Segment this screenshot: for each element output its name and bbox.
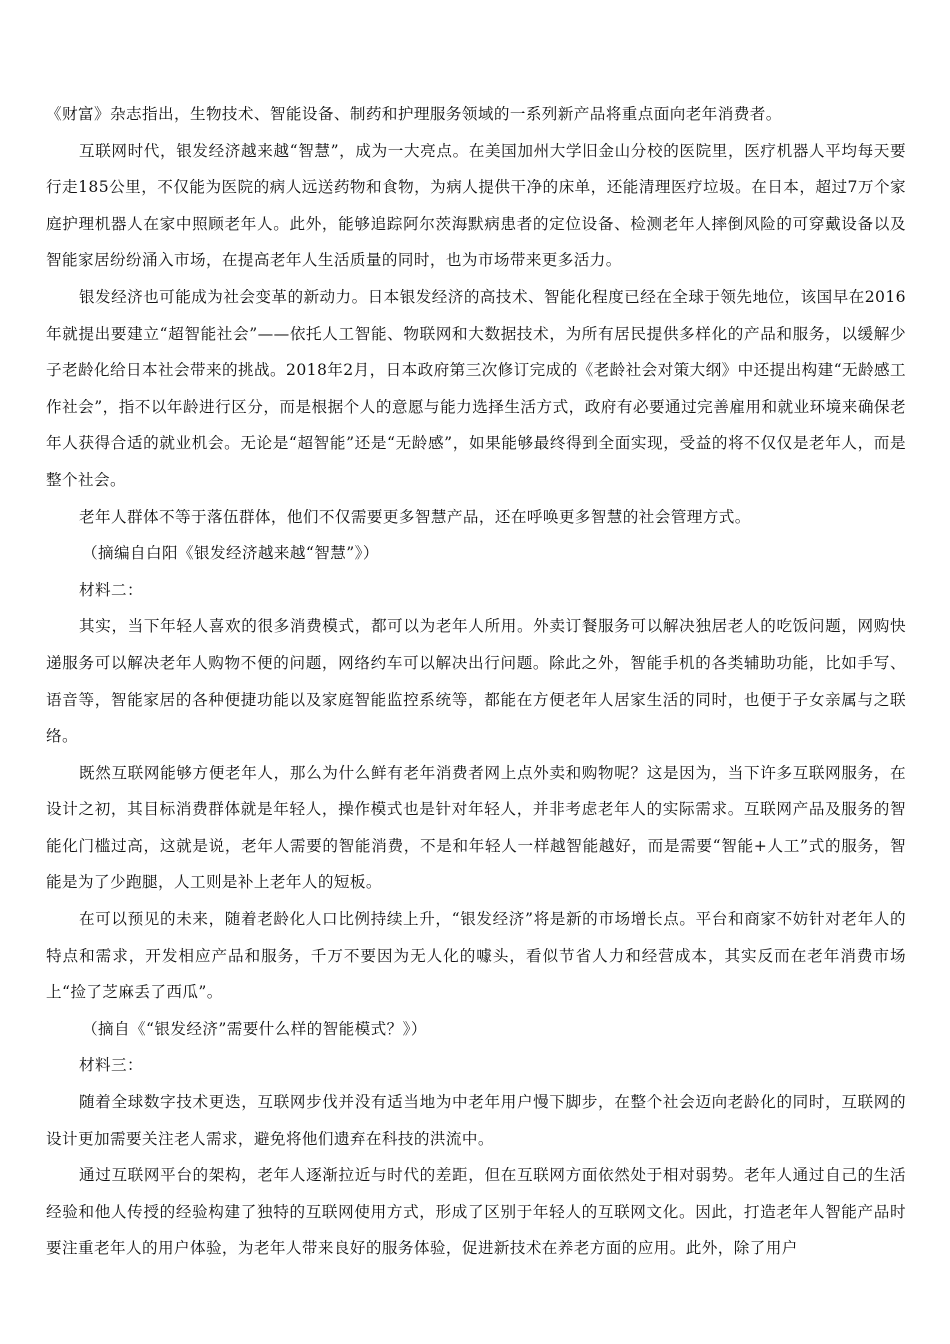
paragraph-social-change: 银发经济也可能成为社会变革的新动力。日本银发经济的高技术、智能化程度已经在全球于领先地位，该国早在2016年就提出要建立“超智能社会”——依托人工智能、物联网和大数据技术，为所有居民提供多样化的产品和服务，以缓解少子老龄化给日本社会带来的挑战。2018年2月，日本政府第三次修订完成的《老龄社会对策大纲》中还提出构建“无龄感工作社会”，指不以年龄进行区分，而是根据个人的意愿与能力选择生活方式，政府有必要通过完善雇用和就业环境来确保老年人获得合适的就业机会。无论是“超智能”还是“无龄感”，如果能够最终得到全面实现，受益的将不仅仅是老年人，而是整个社会。 bbox=[46, 287, 906, 489]
paragraph-digital-technology: 随着全球数字技术更迭，互联网步伐并没有适当地为中老年用户慢下脚步，在整个社会迈向老龄化的同时，互联网的设计更加需要关注老人需求，避免将他们遗弃在科技的洪流中。 bbox=[46, 1093, 906, 1148]
material-three-heading: 材料三： bbox=[79, 1056, 143, 1075]
article-body bbox=[46, 96, 906, 1267]
paragraph-intro-continued: 《财富》杂志指出，生物技术、智能设备、制药和护理服务领域的一系列新产品将重点面向老年消费者。 bbox=[46, 105, 782, 123]
material-two-heading: 材料二： bbox=[79, 580, 143, 599]
source-citation-material-two: （摘自《“银发经济”需要什么样的智能模式？》） bbox=[82, 1019, 427, 1038]
paragraph-elderly-not-outdated: 老年人群体不等于落伍群体，他们不仅需要更多智慧产品，还在呼唤更多智慧的社会管理方式。 bbox=[79, 507, 751, 526]
paragraph-internet-culture: 通过互联网平台的架构，老年人逐渐拉近与时代的差距，但在互联网方面依然处于相对弱势。老年人通过自己的生活经验和他人传授的经验构建了独特的互联网使用方式，形成了区别于年轻人的互联网文化。因此，打造老年人智能产品时要注重老年人的用户体验，为老年人带来良好的服务体验，促进新技术在养老方面的应用。此外，除了用户 bbox=[46, 1166, 906, 1258]
source-citation-material-one: （摘编自白阳《银发经济越来越“智慧”》） bbox=[82, 544, 379, 563]
paragraph-consumption-modes: 其实，当下年轻人喜欢的很多消费模式，都可以为老年人所用。外卖订餐服务可以解决独居老人的吃饭问题，网购快递服务可以解决老年人购物不便的问题，网络约车可以解决出行问题。除此之外，智能手机的各类辅助功能，比如手写、语音等，智能家居的各种便捷功能以及家庭智能监控系统等，都能在方便老年人居家生活的同时，也便于子女亲属与之联络。 bbox=[46, 617, 906, 746]
paragraph-why-few-elderly-online: 既然互联网能够方便老年人，那么为什么鲜有老年消费者网上点外卖和购物呢？这是因为，当下许多互联网服务，在设计之初，其目标消费群体就是年轻人，操作模式也是针对年轻人，并非考虑老年人的实际需求。互联网产品及服务的智能化门槛过高，这就是说，老年人需要的智能消费，不是和年轻人一样越智能越好，而是需要“智能+人工”式的服务，智能是为了少跑腿，人工则是补上老年人的短板。 bbox=[46, 763, 906, 892]
paragraph-future-market: 在可以预见的未来，随着老龄化人口比例持续上升，“银发经济”将是新的市场增长点。平台和商家不妨针对老年人的特点和需求，开发相应产品和服务，千万不要因为无人化的噱头，看似节省人力和经营成本，其实反而在老年消费市场上“捡了芝麻丢了西瓜”。 bbox=[46, 910, 906, 1002]
paragraph-smart-silver-economy: 互联网时代，银发经济越来越“智慧”，成为一大亮点。在美国加州大学旧金山分校的医院里，医疗机器人平均每天要行走185公里，不仅能为医院的病人远送药物和食物，为病人提供干净的床单，还能清理医疗垃圾。在日本，超过7万个家庭护理机器人在家中照顾老年人。此外，能够追踪阿尔茨海默病患者的定位设备、检测老年人摔倒风险的可穿戴设备以及智能家居纷纷涌入市场，在提高老年人生活质量的同时，也为市场带来更多活力。 bbox=[46, 141, 906, 270]
